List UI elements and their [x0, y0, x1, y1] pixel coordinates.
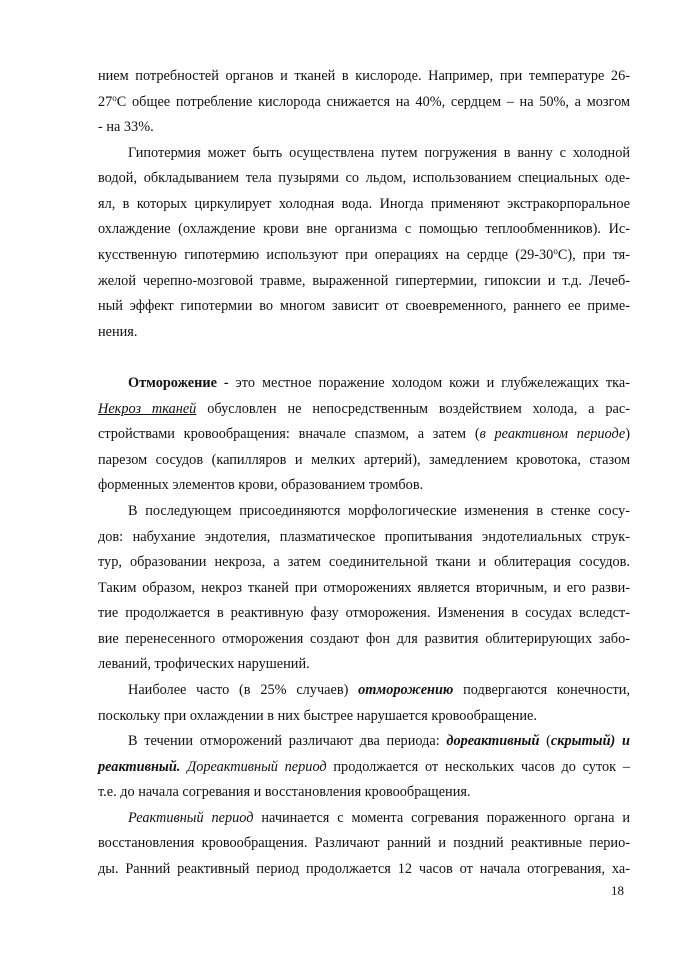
text-line: желой черепно-мозговой травме, выраженной гипертермии, гипоксии и т.д. Лечеб-	[98, 273, 630, 289]
text-line: охлаждение (охлаждение крови вне организма с помощью теплообменников). Ис-	[98, 221, 630, 237]
text-line: Таким образом, некроз тканей при отморожениях является вторичным, и его разви-	[98, 580, 630, 596]
text-line: - на 33%.	[98, 119, 154, 135]
page-number: 18	[611, 883, 624, 898]
text-line: реактивный. Дореактивный период продолжается от нескольких часов до суток –	[98, 759, 631, 775]
text-line: тур, образовании некроза, а затем соединительной ткани и облитерация сосудов.	[98, 554, 630, 570]
text-line: ял, в которых циркулирует холодная вода. Иногда применяют экстракорпоральное	[98, 196, 630, 212]
text-line: Некроз тканей обусловлен не непосредственным воздействием холода, а рас-	[98, 401, 630, 417]
text-line: Реактивный период начинается с момента согревания пораженного органа и	[128, 810, 630, 826]
text-line: стройствами кровообращения: вначале спазмом, а затем (в реактивном периоде)	[98, 426, 630, 442]
text-line: т.е. до начала согревания и восстановления кровообращения.	[98, 784, 471, 800]
text-line: парезом сосудов (капилляров и мелких артерий), замедлением кровотока, стазом	[98, 452, 630, 468]
text-line: вие перенесенного отморожения создают фон для развития облитерирующих забо-	[98, 631, 630, 647]
necrosis-link[interactable]: Некроз тканей	[98, 401, 197, 417]
term-frostbite: Отморожение -	[128, 375, 229, 391]
text-line: тие продолжается в реактивную фазу отморожения. Изменения в сосудах вследст-	[98, 605, 630, 621]
text-line: форменных элементов крови, образованием тромбов.	[98, 477, 424, 493]
text-line: ный эффект гипотермии во многом зависит от своевременного, раннего ее приме-	[98, 298, 630, 314]
text-line: нием потребностей органов и тканей в кислороде. Например, при температуре 26-	[98, 68, 630, 84]
text-line: кусственную гипотермию используют при операциях на сердце (29-30$^o$С), при тя-	[98, 246, 630, 263]
text-line: Гипотермия может быть осуществлена путем погружения в ванну с холодной	[128, 145, 630, 161]
text-line: Отморожение - это местное поражение холодом кожи и глубжележащих тка-	[128, 375, 631, 391]
text-line: дов: набухание эндотелия, плазматическое пропитывания эндотелиальных струк-	[98, 529, 630, 545]
text-line: нения.	[98, 324, 138, 340]
text-line: поскольку при охлаждении в них быстрее нарушается кровообращение.	[98, 708, 537, 724]
text-line: Наиболее часто (в 25% случаев) отморожению подвергаются конечности,	[128, 682, 630, 698]
text-line: водой, обкладыванием тела пузырями со льдом, использованием специальных оде-	[98, 170, 630, 186]
text-line: В течении отморожений различают два периода: дореактивный (скрытый) и	[128, 733, 630, 749]
text-line: В последующем присоединяются морфологические изменения в стенке сосу-	[128, 503, 630, 519]
text-line: ды. Ранний реактивный период продолжается 12 часов от начала отогревания, ха-	[98, 861, 630, 877]
text-line: 27$^o$С общее потребление кислорода снижается на 40%, сердцем – на 50%, а мозгом	[98, 93, 630, 110]
text-line: леваний, трофических нарушений.	[98, 656, 310, 672]
text-line: восстановления кровообращения. Различают ранний и поздний реактивные перио-	[98, 835, 630, 851]
